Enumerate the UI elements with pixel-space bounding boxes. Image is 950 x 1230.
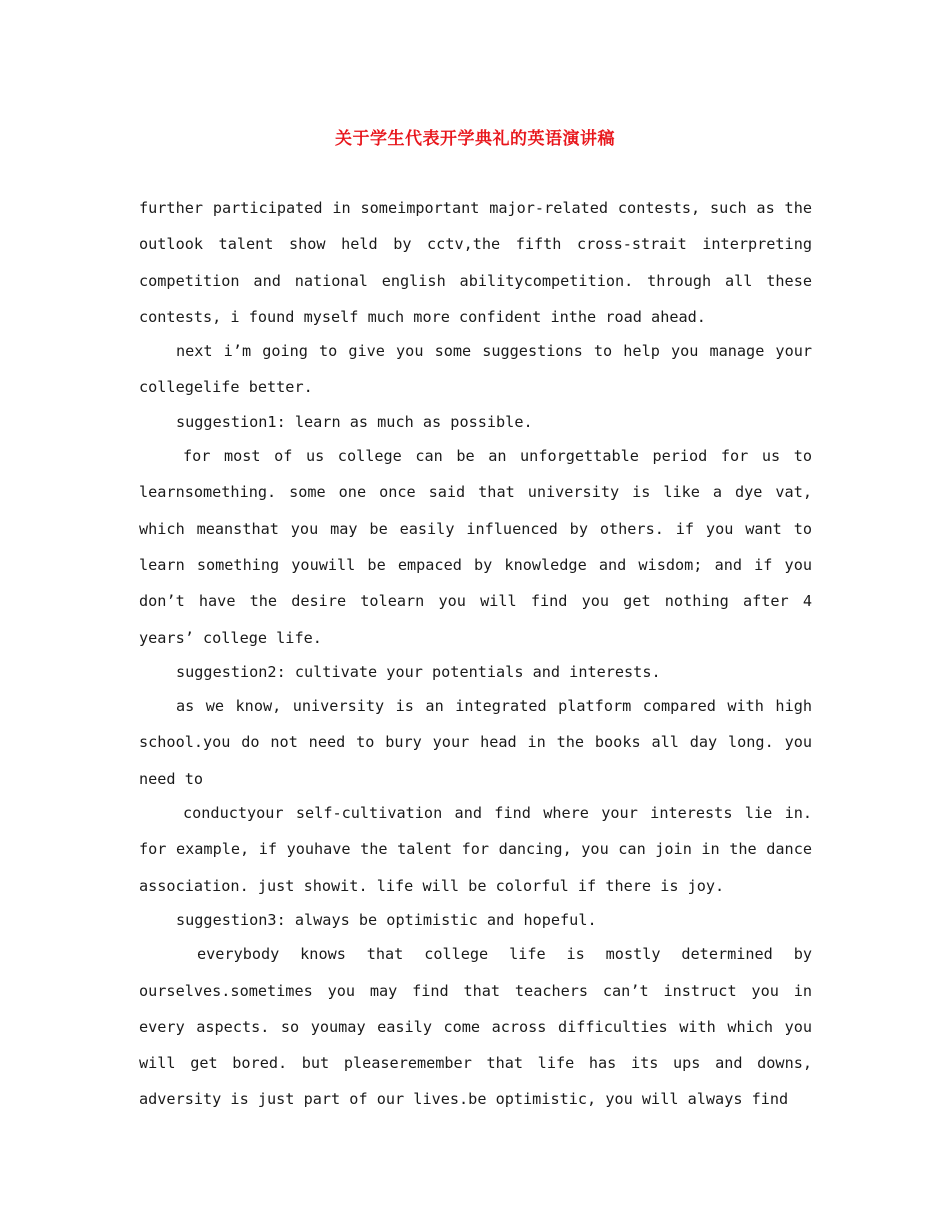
document-body: [139, 190, 812, 1118]
document-title: 关于学生代表开学典礼的英语演讲稿: [335, 129, 615, 149]
paragraph-suggestion2-continued: conductyour self-cultivation and find where your interests lie in. for example, if youhave the talent for dancing, you can join in the dance association. just showit. life will be colorful if there is joy.: [139, 804, 812, 895]
paragraph-suggestion3-body: everybody knows that college life is mostly determined by ourselves.sometimes you may find that teachers can’t instruct you in every aspects. so youmay easily come across difficulties with which you will get bored. but pleaseremember that life has its ups and downs, adversity is just part of our lives.be optimistic, you will always find: [139, 945, 812, 1109]
paragraph-suggestion3-heading: suggestion3: always be optimistic and hopeful.: [176, 910, 597, 929]
paragraph-suggestion2-body: as we know, university is an integrated platform compared with high school.you do not need to bury your head in the books all day long. you need to: [139, 697, 812, 788]
paragraph-contests: further participated in someimportant major-related contests, such as the outlook talent show held by cctv,the fifth cross-strait interpreting competition and national english abilitycompetition. through all these contests, i found myself much more confident inthe road ahead.: [139, 199, 812, 326]
paragraph-suggestions-intro: next i’m going to give you some suggestions to help you manage your collegelife better.: [139, 342, 812, 397]
paragraph-suggestion1-body: for most of us college can be an unforgettable period for us to learnsomething. some one once said that university is like a dye vat, which meansthat you may be easily influenced by others. if you want to learn something youwill be empaced by knowledge and wisdom; and if you don’t have the desire tolearn you will find you get nothing after 4 years’ college life.: [139, 447, 812, 647]
paragraph-suggestion2-heading: suggestion2: cultivate your potentials and interests.: [176, 662, 661, 681]
paragraph-suggestion1-heading: suggestion1: learn as much as possible.: [176, 412, 533, 431]
